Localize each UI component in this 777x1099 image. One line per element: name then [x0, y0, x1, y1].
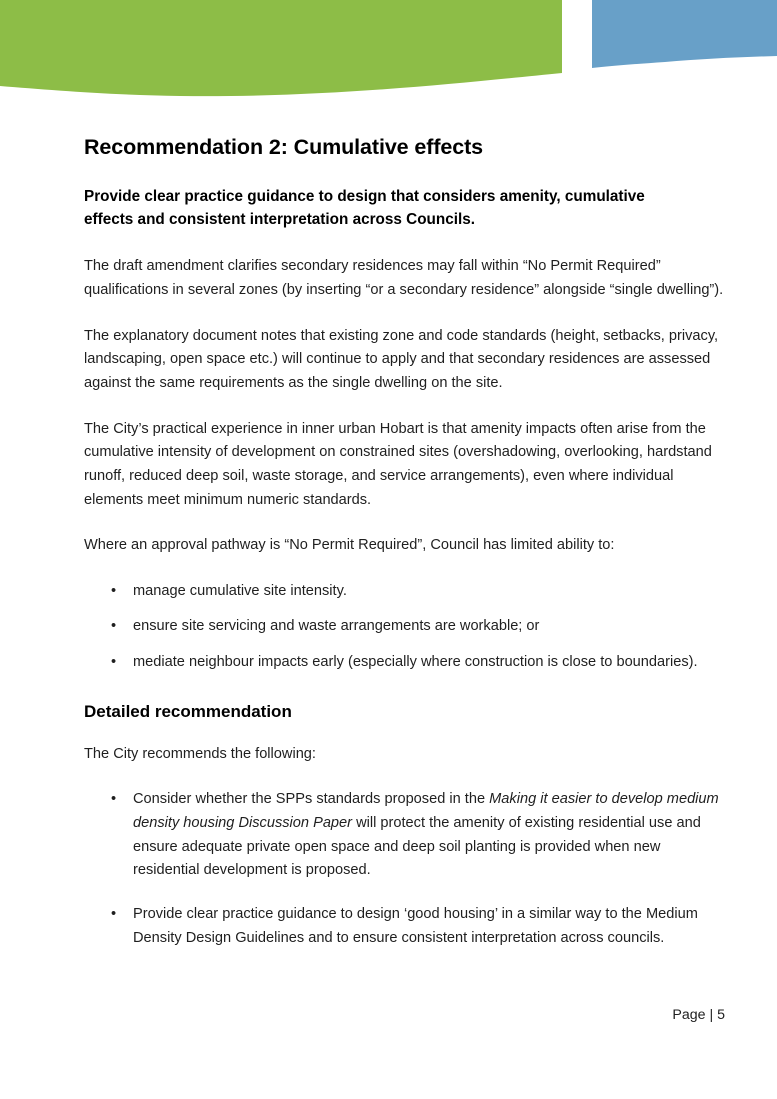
section-heading-detailed-recommendation: Detailed recommendation [84, 701, 292, 721]
paragraph-explanatory-document: The explanatory document notes that existing zone and code standards (height, setbacks, privacy, landscaping, open space etc.) will continue to apply and that secondary residences are assessed against the same requirements as the single dwelling on the site. [84, 327, 719, 391]
list-item [84, 580, 725, 604]
list-item [84, 788, 725, 883]
bullet-icon: • [111, 582, 117, 599]
page-number: Page | 5 [672, 1007, 725, 1023]
limited-ability-list [84, 580, 725, 675]
list-item-text-before-italic: Consider whether the SPPs standards proposed in the [133, 791, 490, 808]
document-body [84, 134, 725, 970]
paragraph-city-recommends: The City recommends the following: [84, 745, 316, 762]
bullet-icon: • [111, 654, 117, 671]
lead-statement: Provide clear practice guidance to design that considers amenity, cumulative effects and consistent interpretation across Councils. [84, 187, 645, 229]
header-banner [0, 0, 777, 110]
paragraph-practical-experience: The City’s practical experience in inner urban Hobart is that amenity impacts often arise from the cumulative intensity of development on constrained sites (overshadowing, overlooking, hardstand runoff, reduced deep soil, waste storage, and service arrangements), even where individual elements meet minimum numeric standards. [84, 420, 712, 508]
paragraph-draft-amendment: The draft amendment clarifies secondary residences may fall within “No Permit Required” qualifications in several zones (by inserting “or a secondary residence” alongside “single dwelling”). [84, 258, 724, 299]
bullet-icon: • [111, 791, 117, 808]
list-item [84, 651, 725, 675]
blue-swoosh-banner [592, 0, 777, 68]
green-swoosh-banner [0, 0, 562, 96]
list-item [84, 615, 725, 639]
footer [84, 1007, 725, 1023]
list-item-italic-title: Making it easier to develop medium density housing Discussion Paper [133, 791, 719, 832]
bullet-icon: • [111, 618, 117, 635]
paragraph-approval-pathway: Where an approval pathway is “No Permit Required”, Council has limited ability to: [84, 537, 615, 554]
list-item-label: mediate neighbour impacts early (especially where construction is close to boundaries). [133, 654, 698, 671]
list-item-label: Provide clear practice guidance to design ‘good housing’ in a similar way to the Medium Density Design Guidelines and to ensure consistent interpretation across councils. [133, 906, 698, 946]
list-item-label: manage cumulative site intensity. [133, 582, 347, 599]
list-item-text-after-italic: will protect the amenity of existing residential use and ensure adequate private open space and deep soil planting is provided when new residential development is proposed. [133, 815, 701, 879]
recommendation-list [84, 788, 725, 950]
list-item [84, 903, 725, 950]
list-item-label: ensure site servicing and waste arrangements are workable; or [133, 618, 540, 635]
page-title: Recommendation 2: Cumulative effects [84, 135, 484, 159]
bullet-icon: • [111, 906, 117, 922]
